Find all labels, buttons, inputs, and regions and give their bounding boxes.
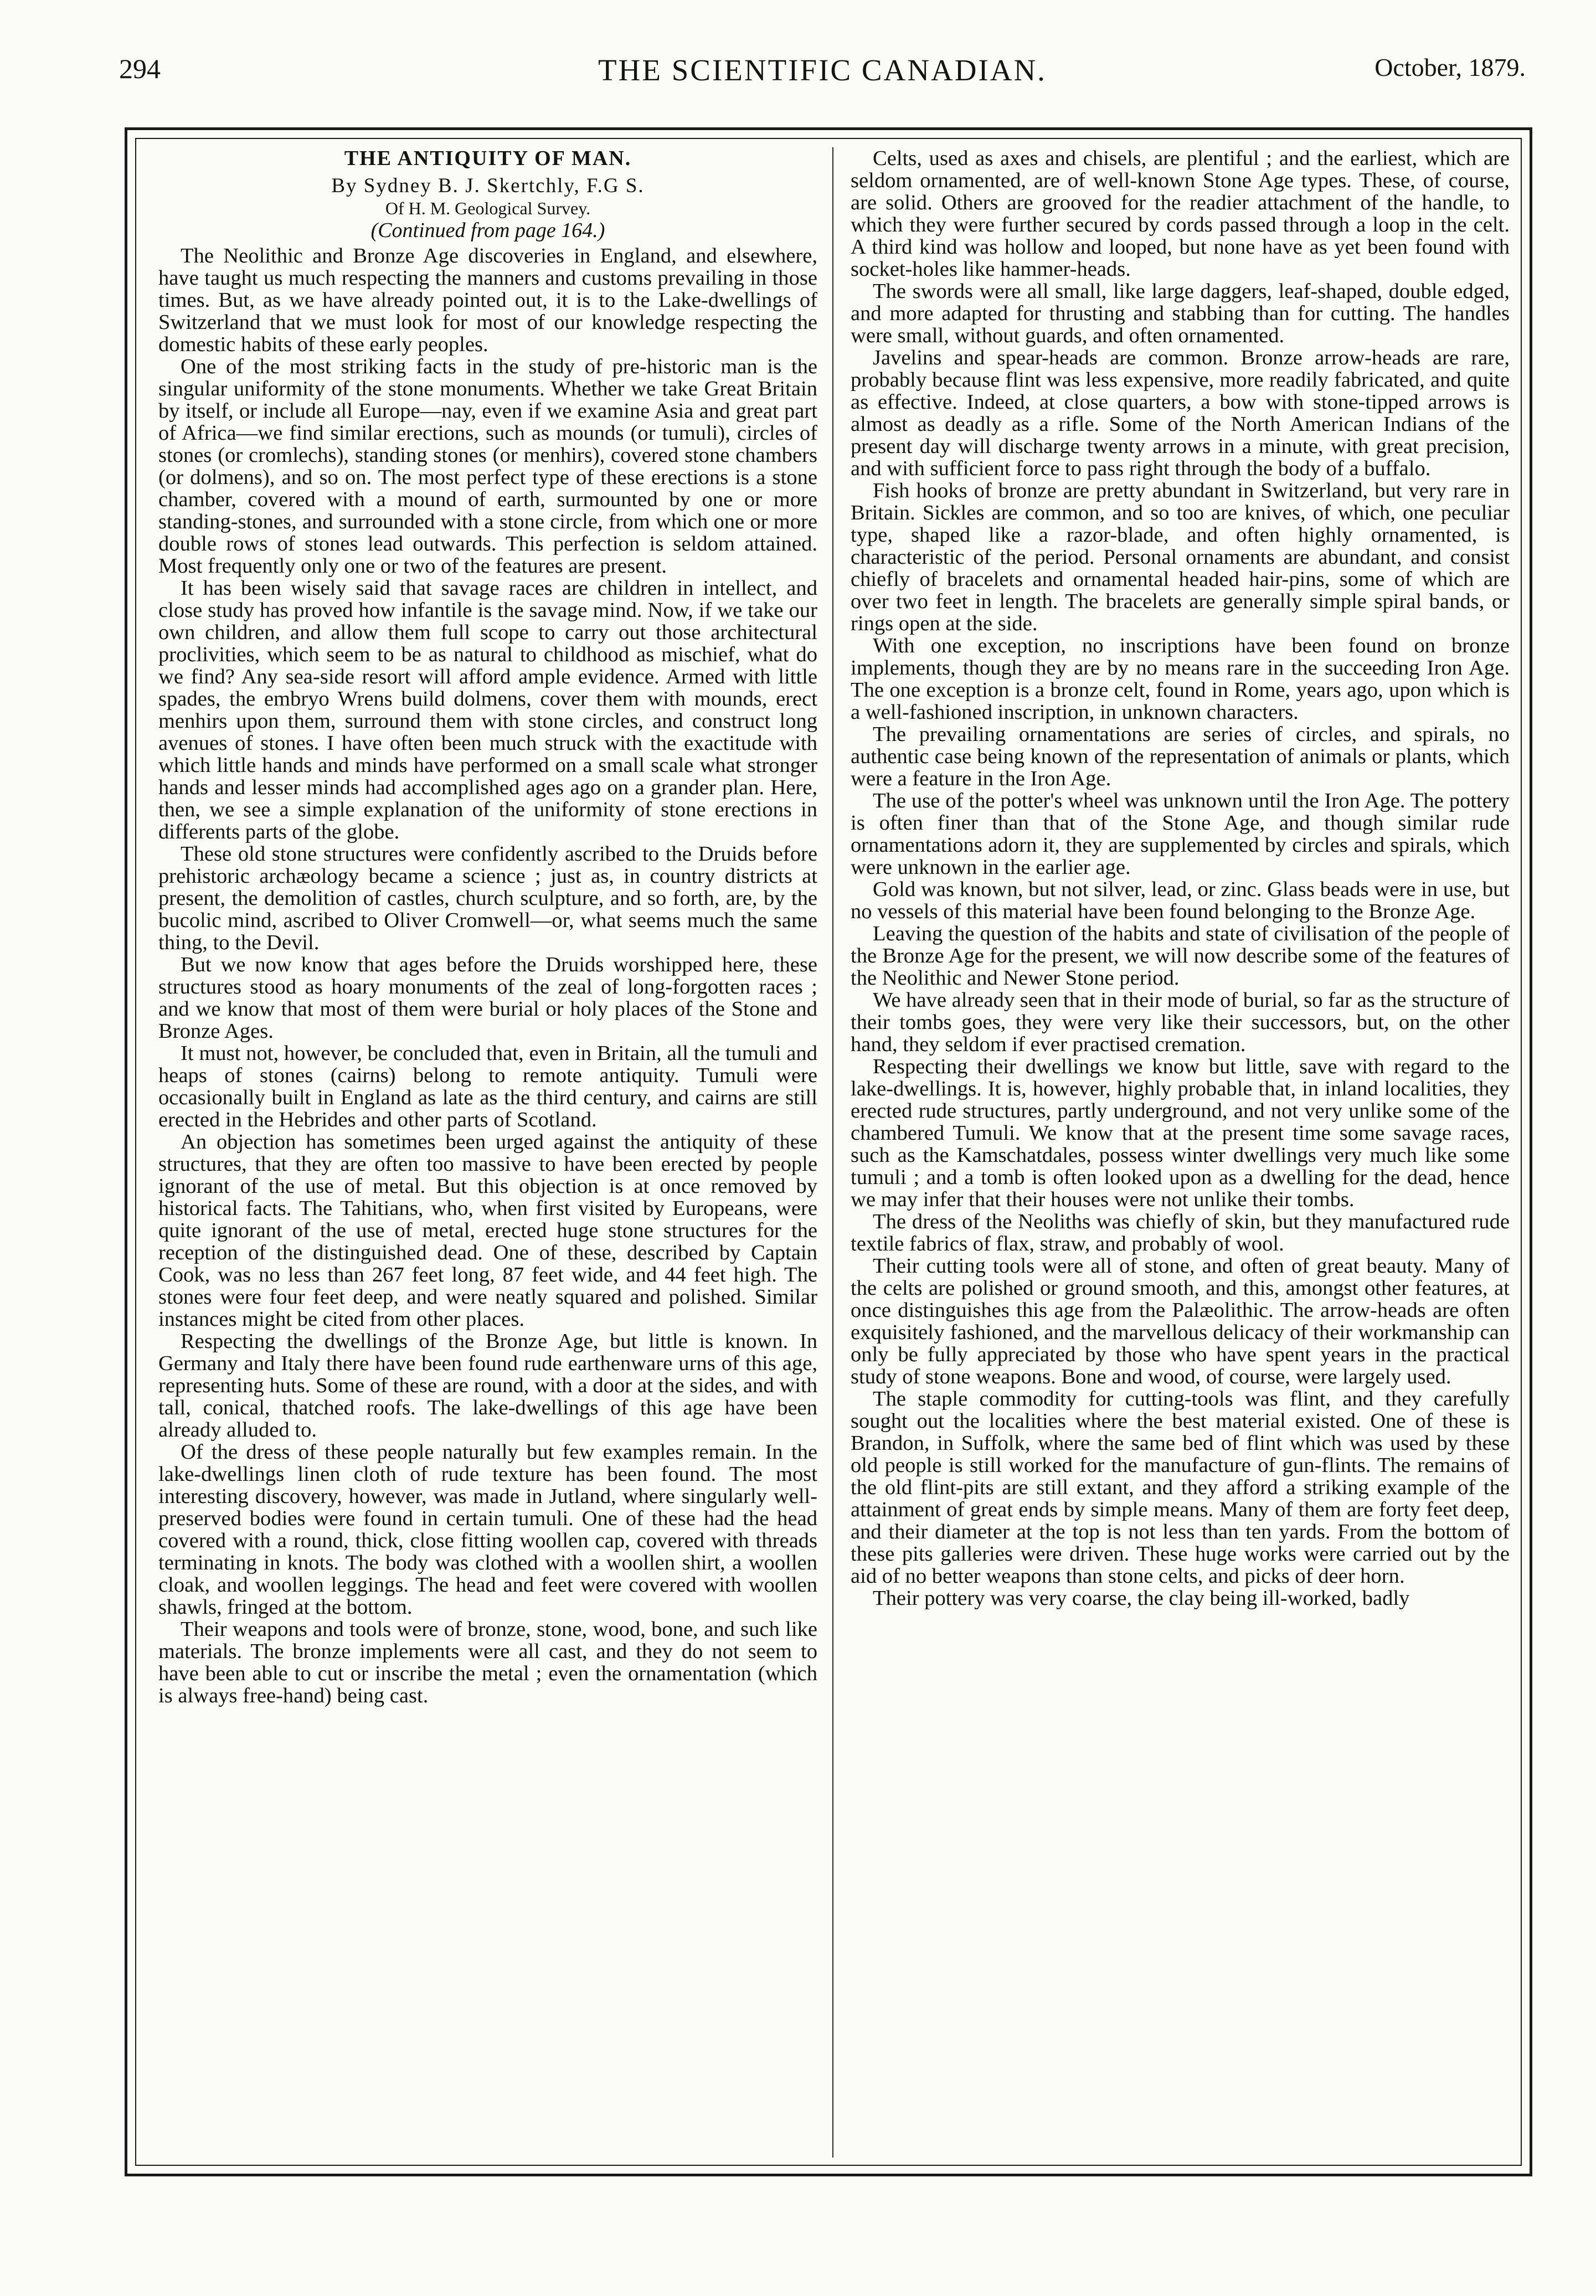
paragraph: Respecting the dwellings of the Bronze Age, but little is known. In Germany and Italy there have been found rude earthenware urns of this age, representing huts. Some of these are round, with a door at the sides, and with tall, conical, thatched roofs. The lake-dwellings of this age have been already alluded to. bbox=[158, 1330, 817, 1442]
paragraph: Javelins and spear-heads are common. Bronze arrow-heads are rare, probably because flint was less expensive, more readily fabricated, and quite as effective. Indeed, at close quarters, a bow with stone-tipped arrows is almost as deadly as a rifle. Some of the North American Indians of the present day will discharge twenty arrows in a minute, with great precision, and with sufficient force to pass right through the body of a buffalo. bbox=[851, 346, 1510, 480]
article-byline: By Sydney B. J. Skertchly, F.G S. bbox=[331, 174, 645, 197]
paragraph: Celts, used as axes and chisels, are plentiful ; and the earliest, which are seldom ornamented, are of well-known Stone Age types. These, of course, are solid. Others are grooved for the readier attachment of the handle, to which they were further secured by cords passed through a loop in the celt. A third kind was hollow and looped, but none have as yet been found with socket-holes like hammer-heads. bbox=[851, 147, 1510, 281]
paragraph: Respecting their dwellings we know but little, save with regard to the lake-dwellings. It is, however, highly probable that, in inland localities, they erected rude structures, partly underground, and not very unlike some of the chambered Tumuli. We know that at the present time some savage races, such as the Kamschatdales, possess winter dwellings very much like some tumuli ; and a tomb is often looked upon as a dwelling for the dead, hence we may infer that their houses were not unlike their tombs. bbox=[851, 1055, 1510, 1211]
author-affiliation: Of H. M. Geological Survey. bbox=[385, 198, 591, 218]
paragraph: Their weapons and tools were of bronze, stone, wood, bone, and such like materials. The bronze implements were all cast, and they do not seem to have been able to cut or inscribe the metal ; even the ornamentation (which is always free-hand) being cast. bbox=[158, 1618, 817, 1707]
article-frame bbox=[125, 127, 1532, 2176]
paragraph: Gold was known, but not silver, lead, or zinc. Glass beads were in use, but no vessels of this material have been found belonging to the Bronze Age. bbox=[851, 878, 1510, 923]
continuation-note: (Continued from page 164.) bbox=[370, 219, 605, 242]
article-title: THE ANTIQUITY OF MAN. bbox=[344, 147, 632, 170]
paragraph: We have already seen that in their mode of burial, so far as the structure of their tombs goes, they were very like their successors, but, on the other hand, they seldom if ever practised cremation. bbox=[851, 989, 1510, 1056]
journal-title: THE SCIENTIFIC CANADIAN. bbox=[598, 53, 1047, 87]
paragraph: Leaving the question of the habits and state of civilisation of the people of the Bronze Age for the present, we will now describe some of the features of the Neolithic and Newer Stone period. bbox=[851, 922, 1510, 990]
left-column bbox=[158, 147, 817, 2158]
paragraph: It must not, however, be concluded that, even in Britain, all the tumuli and heaps of stones (cairns) belong to remote antiquity. Tumuli were occasionally built in England as late as the third century, and cairns are still erected in the Hebrides and other parts of Scotland. bbox=[158, 1042, 817, 1131]
paragraph: The Neolithic and Bronze Age discoveries in England, and elsewhere, have taught us much respecting the manners and customs prevailing in those times. But, as we have already pointed out, it is to the Lake-dwellings of Switzerland that we must look for most of our knowledge respecting the domestic habits of these early peoples. bbox=[158, 244, 817, 356]
paragraph: Of the dress of these people naturally but few examples remain. In the lake-dwellings linen cloth of rude texture has been found. The most interesting discovery, however, was made in Jutland, where singularly well-preserved bodies were found in certain tumuli. One of these had the head covered with a round, thick, close fitting woollen cap, covered with threads terminating in knots. The body was clothed with a woollen shirt, a woollen cloak, and woollen leggings. The head and feet were covered with woollen shawls, fringed at the bottom. bbox=[158, 1440, 817, 1619]
column-rule bbox=[832, 147, 833, 2158]
paragraph: These old stone structures were confidently ascribed to the Druids before prehistoric archæology became a science ; just as, in country districts at present, the demolition of castles, church sculpture, and so forth, are, by the bucolic mind, ascribed to Oliver Cromwell—or, what seems much the same thing, to the Devil. bbox=[158, 842, 817, 954]
paragraph: Their pottery was very coarse, the clay being ill-worked, badly bbox=[873, 1587, 1410, 1610]
running-header bbox=[119, 53, 1526, 97]
paragraph: The swords were all small, like large daggers, leaf-shaped, double edged, and more adapted for thrusting and stabbing than for cutting. The handles were small, without guards, and often ornamented. bbox=[851, 280, 1510, 347]
paragraph: But we now know that ages before the Druids worshipped here, these structures stood as hoary monuments of the zeal of long-forgotten races ; and we know that most of them were burial or holy places of the Stone and Bronze Ages. bbox=[158, 953, 817, 1043]
paragraph: Their cutting tools were all of stone, and often of great beauty. Many of the celts are polished or ground smooth, and this, amongst other features, at once distinguishes this age from the Palæolithic. The arrow-heads are often exquisitely fashioned, and the marvellous delicacy of their workmanship can only be fully appreciated by those who have spent years in the practical study of stone weapons. Bone and wood, of course, were largely used. bbox=[851, 1254, 1510, 1388]
paragraph: It has been wisely said that savage races are children in intellect, and close study has proved how infantile is the savage mind. Now, if we take our own children, and allow them full scope to carry out those architectural proclivities, which seem to be as natural to childhood as mischief, what do we find? Any sea-side resort will afford ample evidence. Armed with little spades, the embryo Wrens build dolmens, cover them with mounds, erect menhirs upon them, surround them with stone circles, and construct long avenues of stones. I have often been much struck with the exactitude with which little hands and minds have performed on a small scale what stronger hands and lesser minds had accomplished ages ago on a grander plan. Here, then, we see a simple explanation of the uniformity of stone erections in differents parts of the globe. bbox=[158, 576, 817, 843]
right-column bbox=[851, 147, 1510, 2158]
article-frame-inner bbox=[135, 138, 1522, 2166]
paragraph: One of the most striking facts in the study of pre-historic man is the singular uniformity of the stone monuments. Whether we take Great Britain by itself, or include all Europe—nay, even if we examine Asia and great part of Africa—we find similar erections, such as mounds (or tumuli), circles of stones (or cromlechs), standing stones (or menhirs), covered stone chambers (or dolmens), and so on. The most perfect type of these erections is a stone chamber, covered with a mound of earth, surmounted by one or more standing-stones, and surrounded with a stone circle, from which one or more double rows of stones lead outwards. This perfection is seldom attained. Most frequently only one or two of the features are present. bbox=[158, 355, 817, 578]
paragraph: Fish hooks of bronze are pretty abundant in Switzerland, but very rare in Britain. Sickles are common, and so too are knives, of which, one peculiar type, shaped like a razor-blade, and often highly ornamented, is characteristic of the period. Personal ornaments are abundant, and consist chiefly of bracelets and ornamental headed hair-pins, some of which are over two feet in length. The bracelets are generally simple spiral bands, or rings open at the side. bbox=[851, 479, 1510, 635]
paragraph: The staple commodity for cutting-tools was flint, and they carefully sought out the localities where the best material existed. One of these is Brandon, in Suffolk, where the same bed of flint which was used by these old people is still worked for the manufacture of gun-flints. The remains of the old flint-pits are still extant, and they afford a striking example of the attainment of great ends by simple means. Many of them are forty feet deep, and their diameter at the top is not less than ten yards. From the bottom of these pits galleries were driven. These huge works were carried out by the aid of no better weapons than stone celts, and picks of deer horn. bbox=[851, 1387, 1510, 1588]
paragraph: The dress of the Neoliths was chiefly of skin, but they manufactured rude textile fabrics of flax, straw, and probably of wool. bbox=[851, 1210, 1510, 1255]
paragraph: With one exception, no inscriptions have been found on bronze implements, though they are by no means rare in the succeeding Iron Age. The one exception is a bronze celt, found in Rome, years ago, upon which is a well-fashioned inscription, in unknown characters. bbox=[851, 634, 1510, 724]
paragraph: The prevailing ornamentations are series of circles, and spirals, no authentic case being known of the representation of animals or plants, which were a feature in the Iron Age. bbox=[851, 723, 1510, 790]
issue-date: October, 1879. bbox=[1374, 53, 1526, 81]
page-number: 294 bbox=[119, 53, 161, 84]
paragraph: An objection has sometimes been urged against the antiquity of these structures, that they are often too massive to have been erected by people ignorant of the use of metal. But this objection is at once removed by historical facts. The Tahitians, who, when first visited by Europeans, were quite ignorant of the use of metal, erected huge stone structures for the reception of the distinguished dead. One of these, described by Captain Cook, was no less than 267 feet long, 87 feet wide, and 44 feet high. The stones were four feet deep, and were neatly squared and polished. Similar instances might be cited from other places. bbox=[158, 1130, 817, 1331]
paragraph: The use of the potter's wheel was unknown until the Iron Age. The pottery is often finer than that of the Stone Age, and though similar rude ornamentations adorn it, they are supplemented by circles and spirals, which were unknown in the earlier age. bbox=[851, 789, 1510, 879]
